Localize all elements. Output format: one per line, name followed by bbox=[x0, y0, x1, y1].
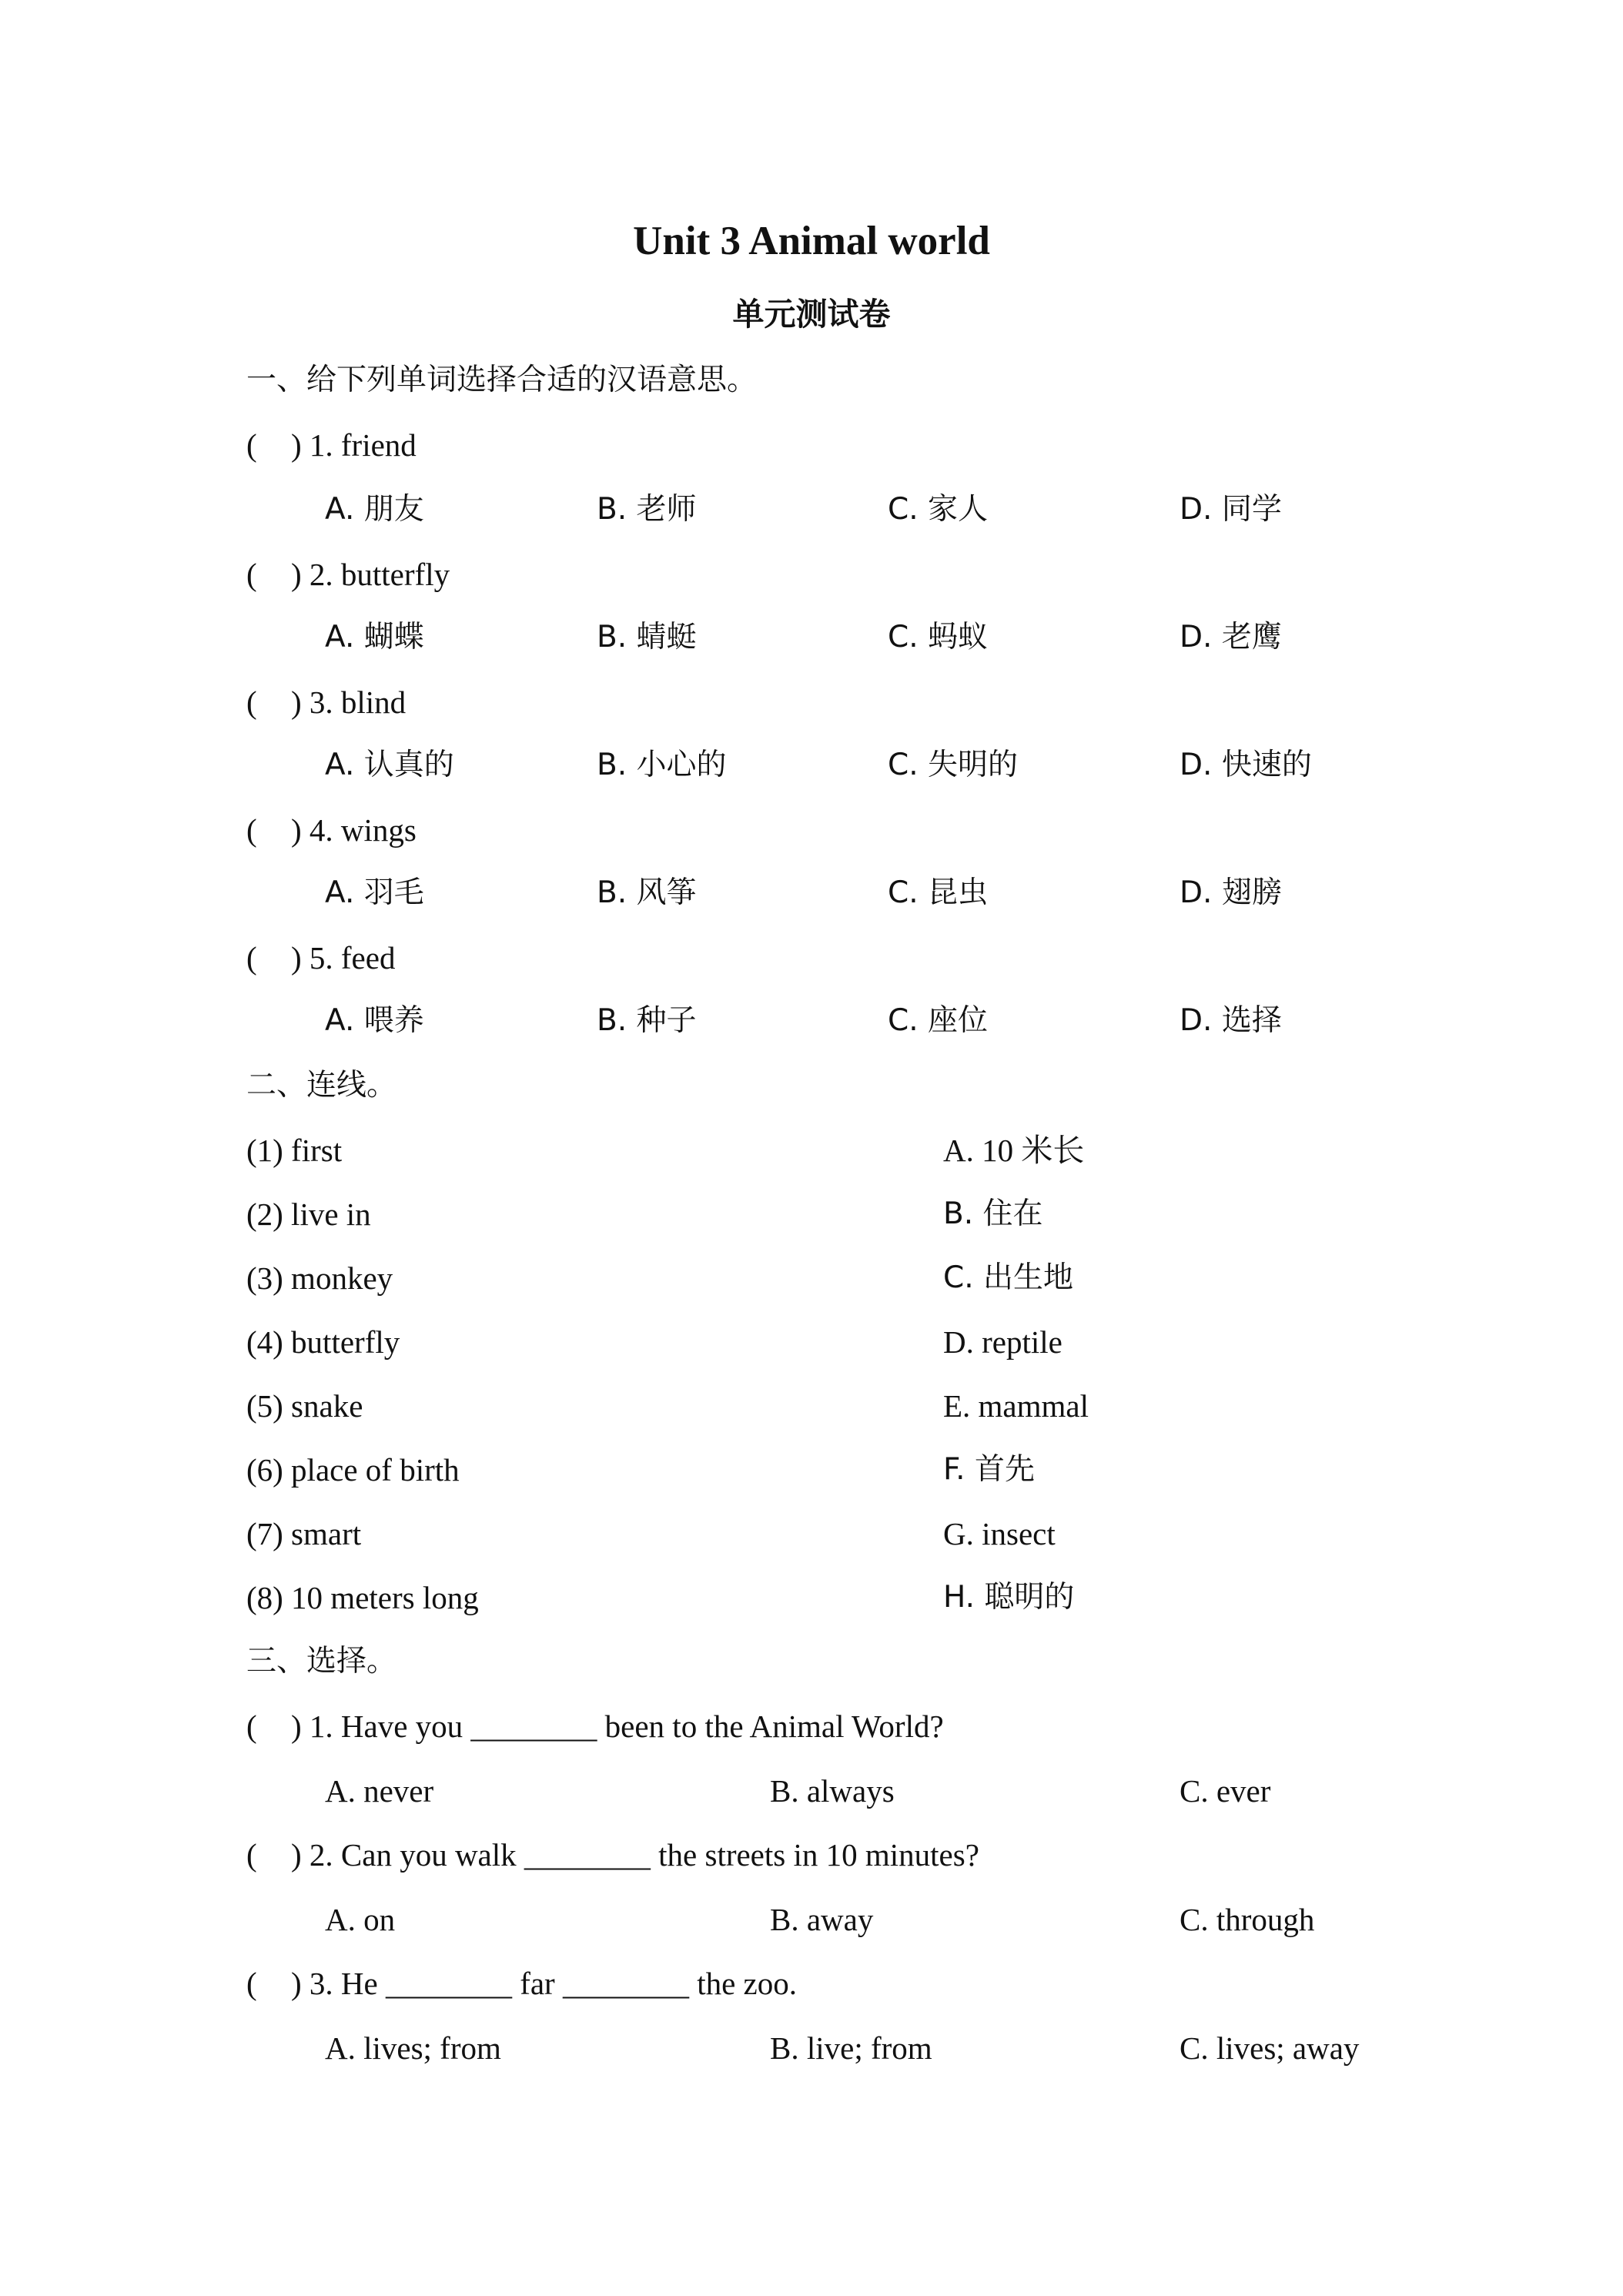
option-d: D. 同学 bbox=[1180, 492, 1282, 527]
option-a: A. 认真的 bbox=[325, 748, 454, 782]
part3-question-1 bbox=[246, 1705, 944, 1748]
match-right-item[interactable]: B. 住在 bbox=[943, 1197, 1043, 1231]
option-c: C. lives; away bbox=[1180, 2030, 1360, 2066]
option-b: B. always bbox=[770, 1773, 895, 1809]
option-c: C. 失明的 bbox=[888, 748, 1019, 782]
match-left-item[interactable]: (3) monkey bbox=[246, 1260, 393, 1296]
question-stem: ) 5. feed bbox=[291, 940, 396, 976]
option-d: D. 快速的 bbox=[1180, 748, 1312, 782]
option-c: C. through bbox=[1180, 1902, 1315, 1937]
match-right-item[interactable]: H. 聪明的 bbox=[943, 1580, 1075, 1615]
part3-question-2 bbox=[246, 1833, 979, 1876]
answer-paren[interactable]: ( bbox=[246, 684, 257, 720]
question-stem: ) 2. Can you walk ________ the streets in 10 minutes? bbox=[291, 1837, 979, 1873]
match-right-item[interactable]: E. mammal bbox=[943, 1388, 1089, 1424]
option-c: C. 昆虫 bbox=[888, 875, 989, 910]
question-stem: ) 3. He ________ far ________ the zoo. bbox=[291, 1966, 798, 2001]
page-title: Unit 3 Animal world bbox=[633, 219, 990, 263]
part1-question-4 bbox=[246, 808, 417, 852]
option-b: B. 小心的 bbox=[597, 748, 727, 782]
question-stem: ) 4. wings bbox=[291, 812, 417, 848]
match-left-item[interactable]: (8) 10 meters long bbox=[246, 1580, 479, 1615]
part1-question-3 bbox=[246, 681, 406, 724]
match-right-item[interactable]: D. reptile bbox=[943, 1324, 1062, 1360]
part2-heading: 二、连线。 bbox=[246, 1068, 397, 1103]
option-a: A. 喂养 bbox=[325, 1003, 424, 1038]
option-b: B. 蜻蜓 bbox=[597, 620, 697, 654]
option-a: A. on bbox=[325, 1902, 396, 1937]
option-b: B. live; from bbox=[770, 2030, 932, 2066]
match-right-item[interactable]: G. insect bbox=[943, 1516, 1056, 1551]
option-a: A. 蝴蝶 bbox=[325, 620, 424, 654]
answer-paren[interactable]: ( bbox=[246, 427, 257, 463]
option-a: A. 羽毛 bbox=[325, 875, 424, 910]
answer-paren[interactable]: ( bbox=[246, 812, 257, 848]
option-b: B. 风筝 bbox=[597, 875, 697, 910]
part1-question-5 bbox=[246, 936, 395, 979]
match-left-item[interactable]: (5) snake bbox=[246, 1388, 363, 1424]
match-left-item[interactable]: (1) first bbox=[246, 1133, 343, 1168]
match-left-item[interactable]: (4) butterfly bbox=[246, 1324, 400, 1360]
option-c: C. ever bbox=[1180, 1773, 1271, 1809]
part3-question-3 bbox=[246, 1962, 797, 2005]
option-c: C. 座位 bbox=[888, 1003, 989, 1038]
option-b: B. 老师 bbox=[597, 492, 697, 527]
match-right-item[interactable]: C. 出生地 bbox=[943, 1260, 1074, 1295]
question-stem: ) 1. friend bbox=[291, 427, 417, 463]
option-c: C. 家人 bbox=[888, 492, 989, 527]
question-stem: ) 3. blind bbox=[291, 684, 407, 720]
option-d: D. 老鹰 bbox=[1180, 620, 1282, 654]
answer-paren[interactable]: ( bbox=[246, 1709, 257, 1744]
question-stem: ) 1. Have you ________ been to the Animal World? bbox=[291, 1709, 944, 1744]
option-b: B. away bbox=[770, 1902, 874, 1937]
option-d: D. 翅膀 bbox=[1180, 875, 1282, 910]
match-left-item[interactable]: (6) place of birth bbox=[246, 1452, 460, 1488]
page-subtitle: 单元测试卷 bbox=[732, 296, 891, 333]
option-d: D. 选择 bbox=[1180, 1003, 1282, 1038]
option-a: A. lives; from bbox=[325, 2030, 501, 2066]
part1-question-1 bbox=[246, 423, 417, 467]
part3-heading: 三、选择。 bbox=[246, 1644, 397, 1678]
answer-paren[interactable]: ( bbox=[246, 557, 257, 592]
answer-paren[interactable]: ( bbox=[246, 1966, 257, 2001]
part1-heading: 一、给下列单词选择合适的汉语意思。 bbox=[246, 363, 758, 397]
option-a: A. never bbox=[325, 1773, 434, 1809]
match-right-item[interactable]: A. 10 米长 bbox=[943, 1133, 1085, 1168]
match-right-item[interactable]: F. 首先 bbox=[943, 1452, 1035, 1487]
question-stem: ) 2. butterfly bbox=[291, 557, 450, 592]
match-left-item[interactable]: (7) smart bbox=[246, 1516, 362, 1551]
option-c: C. 蚂蚁 bbox=[888, 620, 989, 654]
match-left-item[interactable]: (2) live in bbox=[246, 1197, 371, 1232]
option-a: A. 朋友 bbox=[325, 492, 424, 527]
option-b: B. 种子 bbox=[597, 1003, 697, 1038]
answer-paren[interactable]: ( bbox=[246, 1837, 257, 1873]
part1-question-2 bbox=[246, 553, 450, 596]
answer-paren[interactable]: ( bbox=[246, 940, 257, 976]
